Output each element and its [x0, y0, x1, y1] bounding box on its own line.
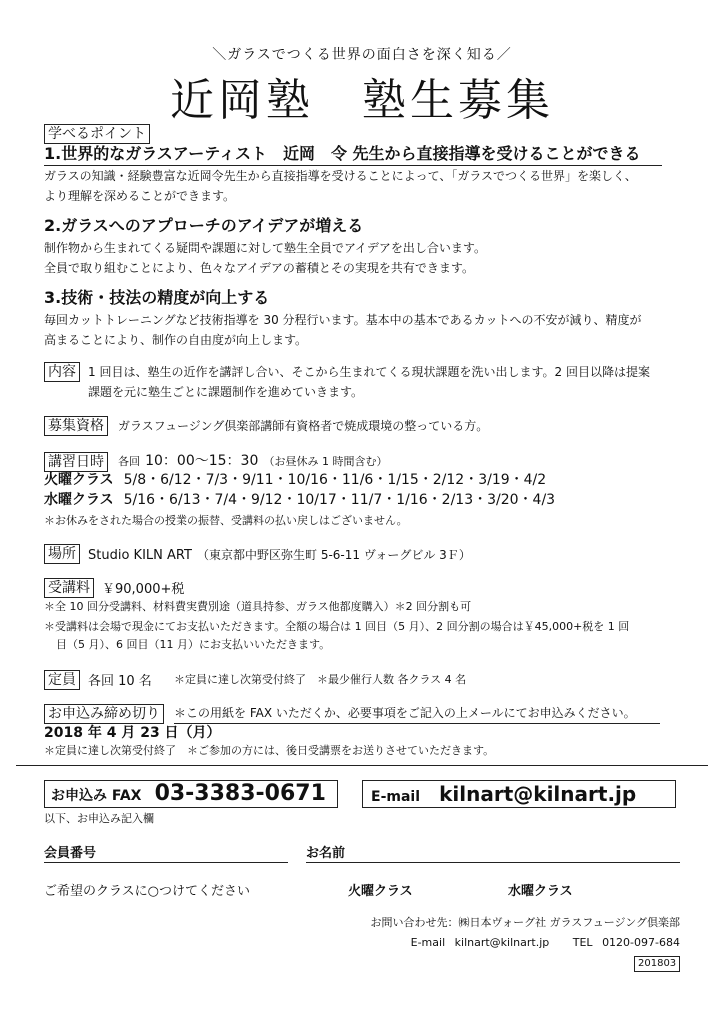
class-option-wed[interactable]: 水曜クラス: [508, 884, 573, 899]
capacity-label: 定員: [44, 670, 80, 690]
schedule-tue-row: [44, 470, 546, 490]
email-address: kilnart@kilnart.jp: [439, 782, 637, 806]
point-1-line-1: ガラスの知識・経験豊富な近岡令先生から直接指導を受けることによって、「ガラスでつくる世界」を楽しく、: [44, 169, 637, 183]
point-2-line-2: 全員で取り組むことにより、色々なアイデアの蓄積とその実現を共有できます。: [44, 261, 474, 275]
page-subtitle: ＼ガラスでつくる世界の面白さを深く知る／: [212, 47, 512, 63]
schedule-tue-label: 火曜クラス: [44, 472, 114, 488]
point-2-heading: 2.ガラスへのアプローチのアイデアが増える: [44, 216, 364, 235]
fax-number: 03-3383-0671: [154, 781, 326, 806]
name-field[interactable]: [306, 842, 680, 863]
class-option-tue[interactable]: 火曜クラス: [348, 884, 413, 899]
fax-box: [44, 780, 338, 808]
place-info: [88, 544, 471, 565]
schedule-time-prefix: 各回: [118, 455, 140, 468]
point-3-line-2: 高まることにより、制作の自由度が向上します。: [44, 333, 308, 347]
capacity-note: ＊定員に達し次第受付終了 ＊最少催行人数 各クラス 4 名: [174, 673, 467, 686]
class-prompt: ご希望のクラスに○つけてください: [44, 884, 250, 899]
points-label: 学べるポイント: [44, 124, 150, 144]
footer-email-label: E-mail: [410, 936, 446, 949]
fee-amount: ￥90,000+税: [102, 582, 185, 597]
footer-contact-details: [411, 934, 680, 952]
point-3-line-1: 毎回カットトレーニングなど技術指導を 30 分程行います。基本中の基本であるカットへの不安が減り、精度が: [44, 313, 642, 327]
document-code: 201803: [634, 956, 680, 972]
schedule-wed-row: [44, 490, 555, 510]
qualification-label: 募集資格: [44, 416, 108, 436]
footer-tel: 0120-097-684: [602, 936, 680, 949]
divider: [16, 765, 708, 766]
content-line-1: 1 回目は、塾生の近作を講評し合い、そこから生まれてくる現状課題を洗い出します。2 回目以降は提案: [88, 365, 650, 379]
content-line-2: 課題を元に塾生ごとに課題制作を進めていきます。: [88, 385, 364, 399]
schedule-note: ＊お休みをされた場合の授業の振替、受講料の払い戻しはございません。: [44, 514, 408, 527]
point-1-heading: 1.世界的なガラスアーティスト 近岡 令 先生から直接指導を受けることができる: [44, 144, 662, 166]
name-label: お名前: [306, 846, 346, 861]
deadline-label: お申込み締め切り: [44, 704, 164, 724]
fee-note-2a: ＊受講料は会場で現金にてお支払いただきます。全額の場合は 1 回目（5 月）、2 回分割の場合は￥45,000+税を 1 回: [44, 620, 630, 633]
deadline-date: 2018 年 4 月 23 日（月）: [44, 725, 221, 741]
fax-label: お申込み FAX: [51, 788, 142, 804]
schedule-time-note: （お昼休み 1 時間含む）: [263, 455, 388, 468]
footer-email: kilnart@kilnart.jp: [454, 936, 550, 949]
place-address: （東京都中野区弥生町 5-6-11 ヴォーグビル 3Ｆ）: [197, 548, 471, 562]
content-label: 内容: [44, 362, 80, 382]
schedule-label: 講習日時: [44, 452, 108, 472]
deadline-instruction: ＊この用紙を FAX いただくか、必要事項をご記入の上メールにてお申込みください。: [174, 703, 660, 724]
deadline-note: ＊定員に達し次第受付終了 ＊ご参加の方には、後日受講票をお送りさせていただきます。: [44, 744, 495, 757]
place-name: Studio KILN ART: [88, 548, 192, 563]
qualification-text: ガラスフュージング倶楽部講師有資格者で焼成環境の整っている方。: [118, 419, 489, 433]
point-1-line-2: より理解を深めることができます。: [44, 189, 236, 203]
schedule-time-line: [118, 450, 387, 471]
schedule-wed-label: 水曜クラス: [44, 492, 114, 508]
point-2-line-1: 制作物から生まれてくる疑問や課題に対して塾生全員でアイデアを出し合います。: [44, 241, 486, 255]
member-number-field[interactable]: [44, 842, 288, 863]
email-box: [362, 780, 676, 808]
capacity-value: 各回 10 名: [88, 674, 152, 689]
fee-note-1: ＊全 10 回分受講料、材料費実費別途（道具持参、ガラス他都度購入）＊2 回分割も可: [44, 600, 472, 613]
fee-note-2b: 目（5 月）、6 回目（11 月）にお支払いいただきます。: [56, 638, 331, 651]
schedule-wed-dates: 5/16・6/13・7/4・9/12・10/17・11/7・1/16・2/13・3/20・4/3: [123, 492, 556, 508]
place-label: 場所: [44, 544, 80, 564]
schedule-tue-dates: 5/8・6/12・7/3・9/11・10/16・11/6・1/15・2/12・3/19・4/2: [123, 472, 547, 488]
footer-contact: お問い合わせ先：㈱日本ヴォーグ社 ガラスフュージング倶楽部: [370, 916, 680, 929]
email-label: E-mail: [371, 789, 421, 805]
point-3-heading: 3.技術・技法の精度が向上する: [44, 288, 270, 307]
schedule-time: 10：00〜15：30: [145, 453, 259, 469]
member-number-label: 会員番号: [44, 846, 97, 861]
form-caption: 以下、お申込み記入欄: [44, 812, 154, 825]
page-title: 近岡塾 塾生募集: [170, 75, 554, 126]
fee-label: 受講料: [44, 578, 94, 598]
footer-tel-label: TEL: [572, 936, 593, 949]
